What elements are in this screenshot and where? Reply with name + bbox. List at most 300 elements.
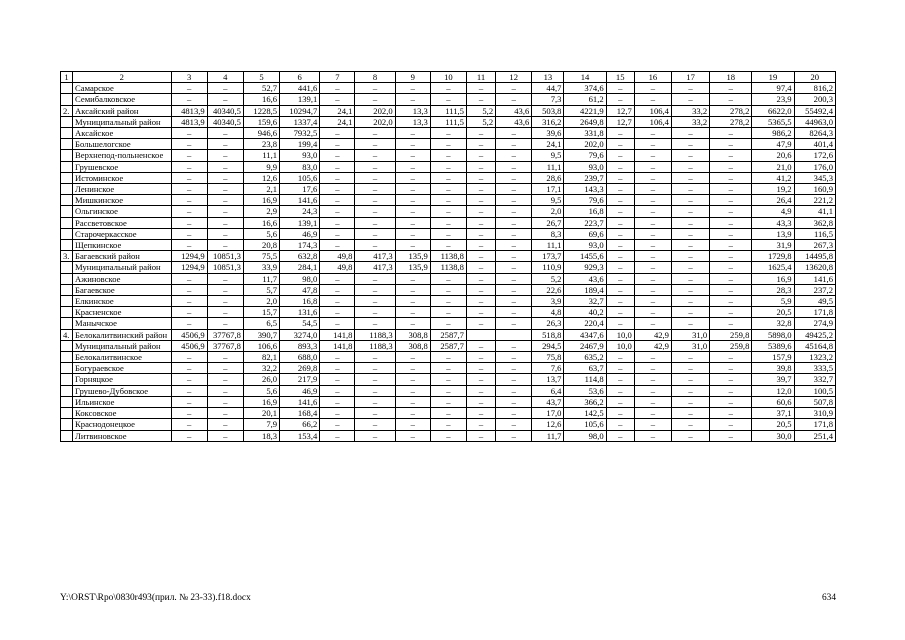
cell-value: – <box>355 195 395 206</box>
cell-value: – <box>207 139 243 150</box>
cell-value: 390,7 <box>243 329 279 340</box>
cell-value: – <box>320 430 355 441</box>
cell-value: – <box>606 307 634 318</box>
cell-value: 139,1 <box>280 94 320 105</box>
cell-value: – <box>710 374 752 385</box>
cell-value: – <box>496 139 532 150</box>
cell-value: 47,8 <box>280 284 320 295</box>
cell-value: – <box>171 150 207 161</box>
cell-value: – <box>430 430 466 441</box>
cell-value: – <box>207 430 243 441</box>
cell-value: – <box>466 228 495 239</box>
cell-value: – <box>171 94 207 105</box>
cell-value: – <box>466 396 495 407</box>
cell-value: – <box>671 296 709 307</box>
cell-value: 11,7 <box>532 430 564 441</box>
cell-value: – <box>207 128 243 139</box>
cell-value: – <box>671 419 709 430</box>
table-row <box>61 251 836 262</box>
cell-value: 24,1 <box>532 139 564 150</box>
cell-value: 21,0 <box>752 161 794 172</box>
cell-value: – <box>207 172 243 183</box>
cell-value: – <box>395 94 430 105</box>
cell-value: 49,5 <box>794 296 835 307</box>
cell-value: 17,6 <box>280 184 320 195</box>
table-row <box>61 430 836 441</box>
cell-value: – <box>496 206 532 217</box>
cell-value: 5,2 <box>466 105 495 116</box>
cell-value: – <box>430 352 466 363</box>
row-index <box>61 184 73 195</box>
column-number: 4 <box>207 72 243 83</box>
row-label: Верхнепод-польненское <box>73 150 172 161</box>
cell-value: 374,6 <box>564 83 606 94</box>
cell-value: 7932,5 <box>280 128 320 139</box>
cell-value: – <box>466 284 495 295</box>
cell-value: – <box>320 396 355 407</box>
cell-value: – <box>606 363 634 374</box>
cell-value: 518,8 <box>532 329 564 340</box>
cell-value: 1188,3 <box>355 340 395 351</box>
cell-value: 176,0 <box>794 161 835 172</box>
cell-value: – <box>355 217 395 228</box>
cell-value: 26,0 <box>243 374 279 385</box>
cell-value: 157,9 <box>752 352 794 363</box>
cell-value: 345,3 <box>794 172 835 183</box>
row-index <box>61 296 73 307</box>
row-label: Елкинское <box>73 296 172 307</box>
cell-value: 4813,9 <box>171 116 207 127</box>
row-index <box>61 150 73 161</box>
row-index <box>61 172 73 183</box>
column-number: 11 <box>466 72 495 83</box>
cell-value: 12,6 <box>243 172 279 183</box>
cell-value: – <box>355 139 395 150</box>
cell-value: – <box>710 139 752 150</box>
row-label: Семибалковское <box>73 94 172 105</box>
cell-value: 22,6 <box>532 284 564 295</box>
cell-value: 24,1 <box>320 116 355 127</box>
column-number: 7 <box>320 72 355 83</box>
cell-value: – <box>671 396 709 407</box>
cell-value: 189,4 <box>564 284 606 295</box>
cell-value: – <box>606 217 634 228</box>
row-index <box>61 94 73 105</box>
cell-value: – <box>466 307 495 318</box>
row-label: Самарское <box>73 83 172 94</box>
cell-value: 39,7 <box>752 374 794 385</box>
cell-value: – <box>171 273 207 284</box>
cell-value: – <box>606 228 634 239</box>
cell-value: – <box>430 139 466 150</box>
cell-value: – <box>430 217 466 228</box>
cell-value: – <box>355 385 395 396</box>
row-index <box>61 273 73 284</box>
row-index <box>61 262 73 273</box>
row-index <box>61 352 73 363</box>
row-label: Ленинское <box>73 184 172 195</box>
cell-value: – <box>395 307 430 318</box>
cell-value: 26,7 <box>532 217 564 228</box>
cell-value: – <box>606 374 634 385</box>
cell-value: – <box>710 128 752 139</box>
cell-value: 16,9 <box>243 195 279 206</box>
cell-value: – <box>430 161 466 172</box>
cell-value: – <box>171 430 207 441</box>
cell-value: – <box>320 284 355 295</box>
cell-value: 267,3 <box>794 240 835 251</box>
cell-value: 106,4 <box>634 116 671 127</box>
cell-value: 16,6 <box>243 94 279 105</box>
cell-value: 12,0 <box>752 385 794 396</box>
column-number-row <box>61 72 836 83</box>
cell-value: – <box>207 228 243 239</box>
cell-value: 63,7 <box>564 363 606 374</box>
cell-value: 33,2 <box>671 105 709 116</box>
cell-value: 2,0 <box>532 206 564 217</box>
cell-value: 929,3 <box>564 262 606 273</box>
cell-value: 69,6 <box>564 228 606 239</box>
table-row <box>61 172 836 183</box>
cell-value: – <box>466 430 495 441</box>
cell-value: 45164,8 <box>794 340 835 351</box>
cell-value: 33,2 <box>671 116 709 127</box>
cell-value: 632,8 <box>280 251 320 262</box>
row-label: Грушевское <box>73 161 172 172</box>
cell-value: 1625,4 <box>752 262 794 273</box>
cell-value: 141,6 <box>280 396 320 407</box>
cell-value: – <box>171 128 207 139</box>
cell-value: 20,1 <box>243 408 279 419</box>
cell-value: – <box>634 296 671 307</box>
cell-value: – <box>634 139 671 150</box>
cell-value: 12,7 <box>606 105 634 116</box>
cell-value: 135,9 <box>395 251 430 262</box>
cell-value: – <box>171 408 207 419</box>
table-row <box>61 385 836 396</box>
cell-value: – <box>496 195 532 206</box>
table-row <box>61 240 836 251</box>
cell-value: 5,9 <box>752 296 794 307</box>
cell-value: 75,8 <box>532 352 564 363</box>
cell-value: – <box>395 430 430 441</box>
cell-value: – <box>496 228 532 239</box>
cell-value: 4,8 <box>532 307 564 318</box>
cell-value: – <box>320 161 355 172</box>
cell-value: 11,7 <box>243 273 279 284</box>
cell-value: – <box>355 430 395 441</box>
cell-value: 141,8 <box>320 340 355 351</box>
cell-value: – <box>634 128 671 139</box>
cell-value: – <box>355 273 395 284</box>
cell-value: – <box>430 318 466 329</box>
table-row <box>61 363 836 374</box>
cell-value: 39,6 <box>532 128 564 139</box>
cell-value: 171,8 <box>794 419 835 430</box>
cell-value: – <box>710 184 752 195</box>
cell-value: – <box>171 363 207 374</box>
column-number: 10 <box>430 72 466 83</box>
cell-value: – <box>355 184 395 195</box>
cell-value: – <box>634 251 671 262</box>
cell-value: 6622,0 <box>752 105 794 116</box>
cell-value: 200,3 <box>794 94 835 105</box>
cell-value: – <box>171 385 207 396</box>
cell-value: – <box>320 94 355 105</box>
row-index: 2. <box>61 105 73 116</box>
cell-value: 4221,9 <box>564 105 606 116</box>
cell-value: 31,0 <box>671 340 709 351</box>
cell-value: 1138,8 <box>430 251 466 262</box>
cell-value: – <box>634 150 671 161</box>
row-index <box>61 195 73 206</box>
cell-value: – <box>430 396 466 407</box>
cell-value: – <box>634 184 671 195</box>
cell-value: 221,2 <box>794 195 835 206</box>
cell-value: – <box>606 262 634 273</box>
cell-value: 32,2 <box>243 363 279 374</box>
cell-value: – <box>466 139 495 150</box>
cell-value: – <box>430 374 466 385</box>
cell-value: 33,9 <box>243 262 279 273</box>
cell-value: – <box>171 240 207 251</box>
cell-value: – <box>171 296 207 307</box>
cell-value: – <box>606 172 634 183</box>
cell-value: – <box>430 195 466 206</box>
cell-value: 816,2 <box>794 83 835 94</box>
cell-value: – <box>671 385 709 396</box>
cell-value: 199,4 <box>280 139 320 150</box>
cell-value: – <box>320 408 355 419</box>
cell-value: 269,8 <box>280 363 320 374</box>
cell-value: 7,3 <box>532 94 564 105</box>
cell-value: – <box>606 139 634 150</box>
cell-value: – <box>466 150 495 161</box>
cell-value: – <box>171 139 207 150</box>
cell-value: – <box>466 184 495 195</box>
cell-value: – <box>207 296 243 307</box>
cell-value: – <box>710 83 752 94</box>
cell-value: 19,2 <box>752 184 794 195</box>
cell-value: – <box>395 217 430 228</box>
cell-value: 635,2 <box>564 352 606 363</box>
row-label: Красненское <box>73 307 172 318</box>
cell-value: 40340,5 <box>207 105 243 116</box>
cell-value: 20,8 <box>243 240 279 251</box>
cell-value: – <box>171 284 207 295</box>
cell-value: 1323,2 <box>794 352 835 363</box>
cell-value: 105,6 <box>280 172 320 183</box>
cell-value: 173,7 <box>532 251 564 262</box>
cell-value: – <box>320 206 355 217</box>
cell-value: – <box>634 94 671 105</box>
column-number: 5 <box>243 72 279 83</box>
column-number: 12 <box>496 72 532 83</box>
cell-value: 174,3 <box>280 240 320 251</box>
cell-value: 223,7 <box>564 217 606 228</box>
table-row <box>61 228 836 239</box>
cell-value: – <box>671 251 709 262</box>
cell-value: – <box>671 150 709 161</box>
table-row <box>61 116 836 127</box>
cell-value: – <box>634 385 671 396</box>
column-number: 14 <box>564 72 606 83</box>
cell-value: 5389,6 <box>752 340 794 351</box>
cell-value: – <box>606 408 634 419</box>
cell-value: – <box>355 396 395 407</box>
cell-value: – <box>634 430 671 441</box>
cell-value: 1337,4 <box>280 116 320 127</box>
cell-value: – <box>171 172 207 183</box>
cell-value: – <box>496 296 532 307</box>
cell-value: – <box>395 195 430 206</box>
cell-value: 5,6 <box>243 228 279 239</box>
cell-value: – <box>430 150 466 161</box>
cell-value: 43,6 <box>564 273 606 284</box>
cell-value: 110,9 <box>532 262 564 273</box>
cell-value: 6,4 <box>532 385 564 396</box>
table-row <box>61 273 836 284</box>
cell-value: – <box>207 83 243 94</box>
cell-value: 17,1 <box>532 184 564 195</box>
column-number: 9 <box>395 72 430 83</box>
cell-value: 316,2 <box>532 116 564 127</box>
row-index <box>61 385 73 396</box>
cell-value: 308,8 <box>395 340 430 351</box>
cell-value: – <box>430 296 466 307</box>
cell-value: 2,9 <box>243 206 279 217</box>
cell-value: – <box>355 172 395 183</box>
cell-value: 44963,0 <box>794 116 835 127</box>
cell-value: 5898,0 <box>752 329 794 340</box>
cell-value: – <box>634 161 671 172</box>
cell-value: – <box>710 385 752 396</box>
cell-value: 366,2 <box>564 396 606 407</box>
row-label: Манычское <box>73 318 172 329</box>
cell-value: – <box>207 284 243 295</box>
cell-value: 9,9 <box>243 161 279 172</box>
cell-value: – <box>671 318 709 329</box>
cell-value: – <box>466 206 495 217</box>
cell-value: – <box>320 363 355 374</box>
cell-value: – <box>710 206 752 217</box>
cell-value: – <box>320 419 355 430</box>
cell-value: 37,1 <box>752 408 794 419</box>
cell-value: – <box>355 374 395 385</box>
row-label: Ажиновское <box>73 273 172 284</box>
cell-value: – <box>355 318 395 329</box>
cell-value: – <box>606 352 634 363</box>
cell-value: 239,7 <box>564 172 606 183</box>
cell-value: 139,1 <box>280 217 320 228</box>
cell-value: 168,4 <box>280 408 320 419</box>
cell-value <box>466 329 495 340</box>
cell-value: 13620,8 <box>794 262 835 273</box>
cell-value: – <box>355 307 395 318</box>
cell-value: – <box>606 240 634 251</box>
column-number: 20 <box>794 72 835 83</box>
cell-value: 23,9 <box>752 94 794 105</box>
cell-value: – <box>395 396 430 407</box>
cell-value: – <box>320 318 355 329</box>
cell-value: – <box>710 408 752 419</box>
cell-value: – <box>671 195 709 206</box>
cell-value: – <box>395 240 430 251</box>
cell-value: 43,7 <box>532 396 564 407</box>
cell-value: 98,0 <box>280 273 320 284</box>
cell-value: 8,3 <box>532 228 564 239</box>
page-number: 634 <box>821 593 836 603</box>
cell-value: – <box>496 430 532 441</box>
row-index <box>61 396 73 407</box>
cell-value: 10,0 <box>606 329 634 340</box>
cell-value: – <box>395 363 430 374</box>
cell-value: – <box>207 240 243 251</box>
cell-value: 4347,6 <box>564 329 606 340</box>
cell-value: 2467,9 <box>564 340 606 351</box>
cell-value: 24,3 <box>280 206 320 217</box>
cell-value: – <box>671 128 709 139</box>
row-index <box>61 318 73 329</box>
cell-value: 5,6 <box>243 385 279 396</box>
cell-value: – <box>171 161 207 172</box>
row-index <box>61 128 73 139</box>
cell-value: – <box>671 240 709 251</box>
cell-value: – <box>466 128 495 139</box>
cell-value: – <box>466 195 495 206</box>
cell-value: 3274,0 <box>280 329 320 340</box>
cell-value: – <box>671 273 709 284</box>
cell-value: – <box>466 262 495 273</box>
cell-value: 284,1 <box>280 262 320 273</box>
row-label: Муниципальный район <box>73 340 172 351</box>
cell-value: – <box>671 228 709 239</box>
cell-value: – <box>466 273 495 284</box>
row-index <box>61 217 73 228</box>
cell-value: – <box>466 419 495 430</box>
cell-value: 5,2 <box>532 273 564 284</box>
cell-value: – <box>207 307 243 318</box>
cell-value: 9,5 <box>532 150 564 161</box>
cell-value: 11,1 <box>243 150 279 161</box>
cell-value: – <box>320 83 355 94</box>
cell-value: 31,0 <box>671 329 709 340</box>
cell-value: 417,3 <box>355 251 395 262</box>
row-index <box>61 408 73 419</box>
cell-value: – <box>466 318 495 329</box>
row-index <box>61 284 73 295</box>
cell-value: – <box>320 195 355 206</box>
cell-value: – <box>606 430 634 441</box>
cell-value: – <box>466 352 495 363</box>
cell-value: – <box>395 161 430 172</box>
row-label: Белокалитвинский район <box>73 329 172 340</box>
row-index <box>61 206 73 217</box>
cell-value: – <box>355 408 395 419</box>
cell-value: 141,8 <box>320 329 355 340</box>
cell-value: 893,3 <box>280 340 320 351</box>
cell-value: – <box>355 296 395 307</box>
cell-value: 40,2 <box>564 307 606 318</box>
table-row <box>61 329 836 340</box>
cell-value: – <box>634 363 671 374</box>
cell-value: – <box>634 240 671 251</box>
cell-value: – <box>395 296 430 307</box>
cell-value: 259,8 <box>710 340 752 351</box>
cell-value: – <box>710 318 752 329</box>
row-label: Щепкинское <box>73 240 172 251</box>
cell-value: 202,0 <box>564 139 606 150</box>
